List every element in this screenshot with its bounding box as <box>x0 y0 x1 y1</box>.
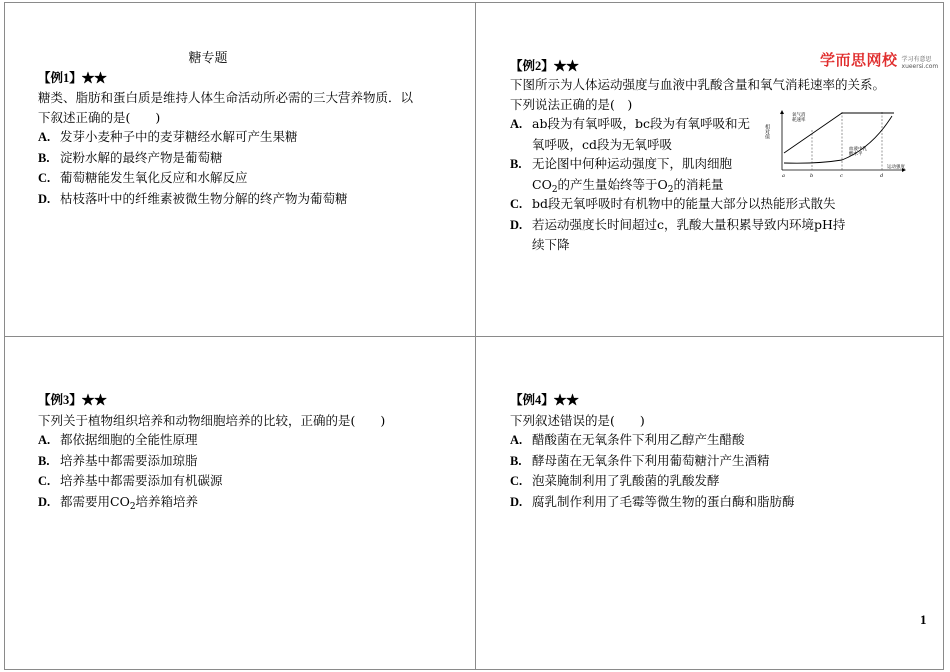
option-letter: D. <box>38 191 51 206</box>
option-text: ab段为有氧呼吸，bc段为有氧呼吸和无 <box>532 116 750 131</box>
logo-slogan: 学习有意思 <box>901 56 932 63</box>
lactate-label-2: 酸水平 <box>849 152 863 157</box>
question-1-panel <box>38 49 458 209</box>
y-axis-label: 相对值 <box>764 124 770 139</box>
tick-d: d <box>880 173 884 179</box>
question-1-option-d[interactable] <box>38 189 458 210</box>
question-3-option-d[interactable] <box>38 492 458 513</box>
question-2-stem-line-1: 下图所示为人体运动强度与血液中乳酸含量和氧气消耗速率的关系。 <box>510 77 886 92</box>
option-letter: A. <box>38 130 51 144</box>
option-letter: B. <box>38 150 50 165</box>
question-1-option-c[interactable] <box>38 168 458 189</box>
option-letter: D. <box>510 217 523 232</box>
option-text: 的产生量始终等于O <box>557 176 668 192</box>
question-4-panel <box>510 391 930 512</box>
option-letter: B. <box>510 157 522 171</box>
logo-url: xueersi.com <box>901 63 939 70</box>
option-text: 腐乳制作利用了毛霉等微生物的蛋白酶和脂肪酶 <box>532 493 795 509</box>
option-letter: A. <box>38 433 51 447</box>
option-letter: D. <box>510 494 523 509</box>
option-text: 泡菜腌制利用了乳酸菌的乳酸发酵 <box>532 473 720 488</box>
tick-a: a <box>782 173 785 179</box>
page-number: 1 <box>920 612 927 627</box>
option-text: 培养基中都需要添加有机碳源 <box>60 473 223 488</box>
question-2-option-c[interactable] <box>510 194 930 215</box>
option-letter: A. <box>510 433 523 447</box>
option-text: 培养基中都需要添加琼脂 <box>60 452 198 468</box>
option-text: 的消耗量 <box>673 176 724 192</box>
oxygen-label-1: 氧气消 <box>792 113 806 118</box>
option-text: CO <box>532 176 552 192</box>
question-1-option-b[interactable] <box>38 148 458 169</box>
exercise-figure <box>762 108 912 184</box>
option-text: 淀粉水解的最终产物是葡萄糖 <box>60 149 223 165</box>
question-4-option-b[interactable] <box>510 451 930 472</box>
question-3-label: 【例3】★★ <box>38 393 107 407</box>
page-title: 糖专题 <box>188 51 228 66</box>
logo-text: 学而思网校 <box>820 51 898 69</box>
option-text: 培养箱培养 <box>135 493 199 509</box>
option-letter: C. <box>510 474 523 488</box>
option-letter: C. <box>38 474 51 488</box>
option-text: 续下降 <box>532 237 570 252</box>
question-1-label: 【例1】★★ <box>38 70 107 85</box>
question-1-stem-line-2: 下叙述正确的是( ) <box>38 109 161 125</box>
option-letter: B. <box>38 453 50 468</box>
tick-c: c <box>840 173 843 179</box>
option-text: 枯枝落叶中的纤维素被微生物分解的终产物为葡萄糖 <box>60 190 348 206</box>
question-2-stem-line-2: 下列说法正确的是( ) <box>510 96 633 112</box>
oxygen-label-2: 耗速率 <box>792 118 806 123</box>
subscript: 2 <box>667 184 674 195</box>
lactate-curve <box>784 116 892 163</box>
question-2-option-d-cont <box>510 235 930 255</box>
question-4-option-c[interactable] <box>510 471 930 492</box>
lactate-label-1: 血液中乳 <box>849 147 867 152</box>
subscript: 2 <box>551 184 558 195</box>
x-axis-label: 运动强度 <box>887 165 905 170</box>
option-text: 氧呼吸，cd段为无氧呼吸 <box>532 136 673 152</box>
option-text: 都需要用CO <box>60 493 130 509</box>
option-text: 无论图中何种运动强度下，肌肉细胞 <box>532 156 733 171</box>
question-2-option-d[interactable] <box>510 215 930 236</box>
option-letter: A. <box>510 117 523 131</box>
question-4-option-a[interactable] <box>510 430 930 451</box>
option-letter: B. <box>510 453 522 468</box>
option-letter: C. <box>38 171 51 185</box>
option-letter: C. <box>510 197 523 211</box>
option-text: 醋酸菌在无氧条件下利用乙醇产生醋酸 <box>532 432 745 447</box>
question-3-panel <box>38 391 458 512</box>
option-text: 都依据细胞的全能性原理 <box>60 432 198 447</box>
subscript: 2 <box>129 501 136 512</box>
option-text: 发芽小麦种子中的麦芽糖经水解可产生果糖 <box>60 129 298 144</box>
option-text: 若运动强度长时间超过c，乳酸大量积累导致内环境pH持 <box>532 216 846 232</box>
option-text: 酵母菌在无氧条件下利用葡萄糖汁产生酒精 <box>532 452 770 468</box>
question-4-stem: 下列叙述错误的是( ) <box>510 412 645 428</box>
question-2-label: 【例2】★★ <box>510 59 579 73</box>
question-3-stem: 下列关于植物组织培养和动物细胞培养的比较，正确的是( ) <box>38 412 386 428</box>
exercise-graph <box>762 108 912 184</box>
question-3-option-c[interactable] <box>38 471 458 492</box>
question-3-option-b[interactable] <box>38 451 458 472</box>
horizontal-divider <box>4 336 944 337</box>
question-1-stem-line-1: 糖类、脂肪和蛋白质是维持人体生命活动所必需的三大营养物质．以 <box>38 90 414 105</box>
question-1-option-a[interactable] <box>38 127 458 148</box>
question-3-option-a[interactable] <box>38 430 458 451</box>
tick-b: b <box>810 173 814 179</box>
y-axis-arrow <box>780 110 784 114</box>
option-text: bd段无氧呼吸时有机物中的能量大部分以热能形式散失 <box>532 196 836 211</box>
question-4-label: 【例4】★★ <box>510 393 579 407</box>
option-letter: D. <box>38 494 51 509</box>
question-4-option-d[interactable] <box>510 492 930 513</box>
option-text: 葡萄糖能发生氧化反应和水解反应 <box>60 170 248 185</box>
